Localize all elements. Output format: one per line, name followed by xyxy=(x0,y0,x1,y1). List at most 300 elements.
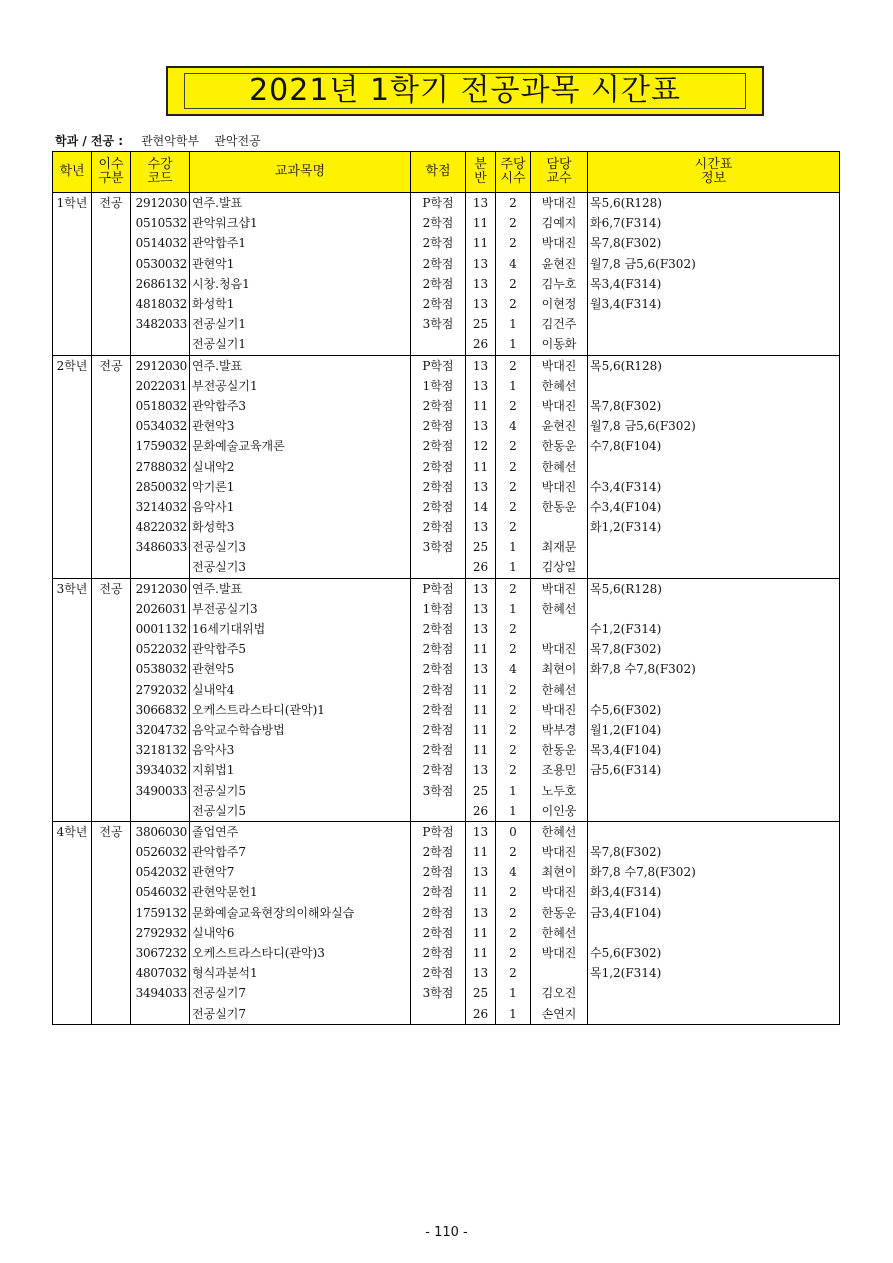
table-row xyxy=(53,477,840,497)
weekly-hours-cell: 2 xyxy=(496,396,531,416)
course-name-cell: 관악합주7 xyxy=(190,842,411,862)
section-cell: 13 xyxy=(466,254,496,274)
professor-cell: 한혜선 xyxy=(531,680,588,700)
grade-cell xyxy=(53,801,92,822)
professor-cell: 노두호 xyxy=(531,780,588,800)
schedule-info-cell xyxy=(588,376,840,396)
weekly-hours-cell: 1 xyxy=(496,376,531,396)
type-cell xyxy=(92,497,131,517)
schedule-info-cell: 목3,4(F314) xyxy=(588,274,840,294)
course-name-cell: 오케스트라스타디(관악)3 xyxy=(190,943,411,963)
weekly-hours-cell: 1 xyxy=(496,599,531,619)
section-cell: 11 xyxy=(466,700,496,720)
course-code-cell: 2850032 xyxy=(131,477,190,497)
course-name-cell: 음악사3 xyxy=(190,740,411,760)
professor-cell: 한동운 xyxy=(531,436,588,456)
credit-cell: 2학점 xyxy=(411,720,466,740)
credit-cell: 3학점 xyxy=(411,537,466,557)
table-row xyxy=(53,517,840,537)
type-cell xyxy=(92,233,131,253)
course-name-cell: 16세기대위법 xyxy=(190,619,411,639)
course-name-cell: 연주.발표 xyxy=(190,578,411,599)
course-code-cell: 2788032 xyxy=(131,456,190,476)
schedule-info-cell xyxy=(588,334,840,355)
course-name-cell: 부전공실기1 xyxy=(190,376,411,396)
credit-cell: 2학점 xyxy=(411,882,466,902)
weekly-hours-cell: 2 xyxy=(496,882,531,902)
course-name-cell: 전공실기1 xyxy=(190,334,411,355)
title-box xyxy=(166,66,764,116)
grade-cell xyxy=(53,943,92,963)
course-code-cell: 3490033 xyxy=(131,780,190,800)
table-row xyxy=(53,862,840,882)
course-code-cell: 1759032 xyxy=(131,436,190,456)
grade-cell xyxy=(53,477,92,497)
course-code-cell: 3214032 xyxy=(131,497,190,517)
weekly-hours-cell: 2 xyxy=(496,943,531,963)
course-code-cell: 0526032 xyxy=(131,842,190,862)
course-name-cell: 시창.청음1 xyxy=(190,274,411,294)
table-row xyxy=(53,436,840,456)
type-cell xyxy=(92,314,131,334)
grade-cell xyxy=(53,963,92,983)
section-cell: 11 xyxy=(466,923,496,943)
professor-cell: 박대진 xyxy=(531,578,588,599)
grade-cell xyxy=(53,213,92,233)
weekly-hours-cell: 2 xyxy=(496,578,531,599)
professor-cell: 한혜선 xyxy=(531,923,588,943)
course-name-cell: 연주.발표 xyxy=(190,193,411,214)
course-name-cell: 부전공실기3 xyxy=(190,599,411,619)
grade-cell xyxy=(53,334,92,355)
professor-cell: 최재문 xyxy=(531,537,588,557)
course-name-cell: 실내악4 xyxy=(190,680,411,700)
section-cell: 11 xyxy=(466,456,496,476)
table-row xyxy=(53,983,840,1003)
weekly-hours-cell: 2 xyxy=(496,517,531,537)
course-name-cell: 오케스트라스타디(관악)1 xyxy=(190,700,411,720)
schedule-info-cell: 수7,8(F104) xyxy=(588,436,840,456)
credit-cell xyxy=(411,334,466,355)
professor-cell: 박대진 xyxy=(531,842,588,862)
course-code-cell: 0510532 xyxy=(131,213,190,233)
weekly-hours-cell: 2 xyxy=(496,274,531,294)
type-cell xyxy=(92,720,131,740)
weekly-hours-cell: 2 xyxy=(496,477,531,497)
course-name-cell: 관현악3 xyxy=(190,416,411,436)
course-name-cell: 문화예술교육개론 xyxy=(190,436,411,456)
section-cell: 26 xyxy=(466,557,496,578)
type-cell: 전공 xyxy=(92,355,131,376)
schedule-info-cell: 월7,8 금5,6(F302) xyxy=(588,416,840,436)
schedule-info-cell: 목7,8(F302) xyxy=(588,233,840,253)
weekly-hours-cell: 0 xyxy=(496,821,531,842)
credit-cell: 2학점 xyxy=(411,842,466,862)
credit-cell: 2학점 xyxy=(411,436,466,456)
table-row xyxy=(53,963,840,983)
section-cell: 11 xyxy=(466,943,496,963)
credit-cell: 2학점 xyxy=(411,517,466,537)
table-row xyxy=(53,821,840,842)
section-cell: 13 xyxy=(466,578,496,599)
table-row xyxy=(53,639,840,659)
type-cell xyxy=(92,436,131,456)
credit-cell: 2학점 xyxy=(411,740,466,760)
course-code-cell: 2912030 xyxy=(131,578,190,599)
grade-cell xyxy=(53,537,92,557)
weekly-hours-cell: 4 xyxy=(496,254,531,274)
course-name-cell: 연주.발표 xyxy=(190,355,411,376)
grade-cell xyxy=(53,436,92,456)
table-row xyxy=(53,456,840,476)
grade-cell xyxy=(53,376,92,396)
course-name-cell: 지휘법1 xyxy=(190,760,411,780)
grade-cell xyxy=(53,903,92,923)
section-cell: 11 xyxy=(466,740,496,760)
weekly-hours-cell: 2 xyxy=(496,700,531,720)
grade-cell xyxy=(53,599,92,619)
schedule-info-cell: 목7,8(F302) xyxy=(588,639,840,659)
type-cell: 전공 xyxy=(92,821,131,842)
course-code-cell: 2912030 xyxy=(131,355,190,376)
section-cell: 11 xyxy=(466,882,496,902)
grade-cell xyxy=(53,700,92,720)
professor-cell: 박대진 xyxy=(531,700,588,720)
section-cell: 11 xyxy=(466,396,496,416)
credit-cell: 3학점 xyxy=(411,314,466,334)
grade-cell xyxy=(53,740,92,760)
table-row xyxy=(53,578,840,599)
type-cell xyxy=(92,903,131,923)
course-name-cell: 전공실기3 xyxy=(190,537,411,557)
course-code-cell: 0534032 xyxy=(131,416,190,436)
table-row xyxy=(53,943,840,963)
course-code-cell xyxy=(131,557,190,578)
course-code-cell: 3486033 xyxy=(131,537,190,557)
course-code-cell: 0001132 xyxy=(131,619,190,639)
course-code-cell: 2026031 xyxy=(131,599,190,619)
table-row xyxy=(53,274,840,294)
section-cell: 26 xyxy=(466,1004,496,1025)
grade-cell xyxy=(53,659,92,679)
course-code-cell: 0538032 xyxy=(131,659,190,679)
grade-cell: 4학년 xyxy=(53,821,92,842)
section-cell: 13 xyxy=(466,760,496,780)
table-row xyxy=(53,740,840,760)
course-name-cell: 관현악5 xyxy=(190,659,411,679)
credit-cell: 2학점 xyxy=(411,254,466,274)
course-code-cell: 0522032 xyxy=(131,639,190,659)
course-name-cell: 음악사1 xyxy=(190,497,411,517)
course-code-cell: 0546032 xyxy=(131,882,190,902)
weekly-hours-cell: 2 xyxy=(496,923,531,943)
type-cell xyxy=(92,274,131,294)
header-name: 교과목명 xyxy=(190,152,411,193)
credit-cell: 2학점 xyxy=(411,700,466,720)
grade-cell xyxy=(53,274,92,294)
section-cell: 13 xyxy=(466,193,496,214)
type-cell xyxy=(92,334,131,355)
credit-cell: P학점 xyxy=(411,578,466,599)
table-row xyxy=(53,599,840,619)
schedule-info-cell: 화6,7(F314) xyxy=(588,213,840,233)
course-code-cell: 4822032 xyxy=(131,517,190,537)
section-cell: 13 xyxy=(466,659,496,679)
table-row xyxy=(53,720,840,740)
schedule-info-cell xyxy=(588,314,840,334)
schedule-info-cell: 목7,8(F302) xyxy=(588,396,840,416)
schedule-info-cell: 금5,6(F314) xyxy=(588,760,840,780)
type-cell xyxy=(92,943,131,963)
course-name-cell: 관악워크샵1 xyxy=(190,213,411,233)
type-cell xyxy=(92,599,131,619)
section-cell: 25 xyxy=(466,983,496,1003)
credit-cell: 2학점 xyxy=(411,923,466,943)
course-name-cell: 관악합주3 xyxy=(190,396,411,416)
table-row xyxy=(53,557,840,578)
credit-cell: P학점 xyxy=(411,355,466,376)
credit-cell: 3학점 xyxy=(411,780,466,800)
weekly-hours-cell: 1 xyxy=(496,334,531,355)
type-cell xyxy=(92,700,131,720)
timetable xyxy=(52,151,840,1025)
section-cell: 11 xyxy=(466,720,496,740)
table-row xyxy=(53,923,840,943)
grade-cell xyxy=(53,456,92,476)
professor-cell: 조용민 xyxy=(531,760,588,780)
grade-cell xyxy=(53,557,92,578)
type-cell xyxy=(92,862,131,882)
grade-cell xyxy=(53,862,92,882)
grade-cell xyxy=(53,639,92,659)
credit-cell: 2학점 xyxy=(411,416,466,436)
table-row xyxy=(53,355,840,376)
schedule-info-cell: 목7,8(F302) xyxy=(588,842,840,862)
table-row xyxy=(53,700,840,720)
type-cell xyxy=(92,963,131,983)
course-name-cell: 실내악2 xyxy=(190,456,411,476)
type-cell: 전공 xyxy=(92,193,131,214)
weekly-hours-cell: 4 xyxy=(496,659,531,679)
credit-cell: 3학점 xyxy=(411,983,466,1003)
department-value: 관현악학부 관악전공 xyxy=(141,134,261,148)
type-cell xyxy=(92,396,131,416)
header-section: 분 반 xyxy=(466,152,496,193)
course-name-cell: 관현악7 xyxy=(190,862,411,882)
credit-cell: 1학점 xyxy=(411,376,466,396)
weekly-hours-cell: 2 xyxy=(496,193,531,214)
course-code-cell: 3806030 xyxy=(131,821,190,842)
weekly-hours-cell: 1 xyxy=(496,557,531,578)
page-number: - 110 - xyxy=(425,1225,468,1240)
course-name-cell: 실내악6 xyxy=(190,923,411,943)
table-row xyxy=(53,294,840,314)
section-cell: 13 xyxy=(466,963,496,983)
type-cell xyxy=(92,294,131,314)
grade-cell xyxy=(53,760,92,780)
professor-cell: 윤현진 xyxy=(531,416,588,436)
course-code-cell: 3218132 xyxy=(131,740,190,760)
grade-cell xyxy=(53,923,92,943)
table-row xyxy=(53,903,840,923)
type-cell xyxy=(92,416,131,436)
section-cell: 12 xyxy=(466,436,496,456)
course-name-cell: 전공실기1 xyxy=(190,314,411,334)
professor-cell: 이현정 xyxy=(531,294,588,314)
section-cell: 13 xyxy=(466,416,496,436)
grade-cell: 3학년 xyxy=(53,578,92,599)
course-name-cell: 음악교수학습방법 xyxy=(190,720,411,740)
schedule-info-cell xyxy=(588,599,840,619)
credit-cell: 2학점 xyxy=(411,760,466,780)
weekly-hours-cell: 2 xyxy=(496,233,531,253)
section-cell: 25 xyxy=(466,780,496,800)
table-row xyxy=(53,882,840,902)
section-cell: 13 xyxy=(466,517,496,537)
schedule-info-cell: 화7,8 수7,8(F302) xyxy=(588,659,840,679)
credit-cell: 2학점 xyxy=(411,659,466,679)
schedule-info-cell: 화3,4(F314) xyxy=(588,882,840,902)
weekly-hours-cell: 2 xyxy=(496,213,531,233)
professor-cell: 한동운 xyxy=(531,740,588,760)
section-cell: 13 xyxy=(466,294,496,314)
course-code-cell: 0514032 xyxy=(131,233,190,253)
grade-cell xyxy=(53,882,92,902)
table-row xyxy=(53,314,840,334)
section-cell: 26 xyxy=(466,334,496,355)
table-row xyxy=(53,416,840,436)
course-code-cell: 3494033 xyxy=(131,983,190,1003)
schedule-info-cell: 수3,4(F104) xyxy=(588,497,840,517)
section-cell: 13 xyxy=(466,862,496,882)
weekly-hours-cell: 2 xyxy=(496,436,531,456)
course-name-cell: 관현악문헌1 xyxy=(190,882,411,902)
course-code-cell: 1759132 xyxy=(131,903,190,923)
course-code-cell: 3482033 xyxy=(131,314,190,334)
course-code-cell: 2022031 xyxy=(131,376,190,396)
schedule-info-cell: 수3,4(F314) xyxy=(588,477,840,497)
weekly-hours-cell: 4 xyxy=(496,862,531,882)
course-name-cell: 화성학3 xyxy=(190,517,411,537)
section-cell: 13 xyxy=(466,821,496,842)
grade-cell: 2학년 xyxy=(53,355,92,376)
professor-cell: 박대진 xyxy=(531,882,588,902)
weekly-hours-cell: 2 xyxy=(496,639,531,659)
type-cell xyxy=(92,456,131,476)
schedule-info-cell xyxy=(588,923,840,943)
type-cell xyxy=(92,760,131,780)
course-name-cell: 전공실기7 xyxy=(190,983,411,1003)
weekly-hours-cell: 2 xyxy=(496,842,531,862)
course-code-cell xyxy=(131,1004,190,1025)
type-cell xyxy=(92,254,131,274)
credit-cell: 2학점 xyxy=(411,943,466,963)
table-row xyxy=(53,619,840,639)
header-code: 수강 코드 xyxy=(131,152,190,193)
type-cell xyxy=(92,537,131,557)
grade-group xyxy=(53,821,840,1024)
credit-cell: 2학점 xyxy=(411,619,466,639)
schedule-info-cell: 월1,2(F104) xyxy=(588,720,840,740)
type-cell xyxy=(92,619,131,639)
type-cell xyxy=(92,517,131,537)
professor-cell: 한혜선 xyxy=(531,821,588,842)
section-cell: 13 xyxy=(466,619,496,639)
grade-cell xyxy=(53,517,92,537)
professor-cell: 박대진 xyxy=(531,233,588,253)
schedule-info-cell: 목5,6(R128) xyxy=(588,355,840,376)
table-row xyxy=(53,396,840,416)
header-row xyxy=(53,152,840,193)
type-cell xyxy=(92,882,131,902)
header-grade: 학년 xyxy=(53,152,92,193)
professor-cell: 박대진 xyxy=(531,477,588,497)
type-cell xyxy=(92,780,131,800)
grade-cell xyxy=(53,619,92,639)
professor-cell xyxy=(531,619,588,639)
type-cell xyxy=(92,680,131,700)
credit-cell: 2학점 xyxy=(411,862,466,882)
professor-cell: 한동운 xyxy=(531,903,588,923)
header-type: 이수 구분 xyxy=(92,152,131,193)
course-code-cell: 0542032 xyxy=(131,862,190,882)
weekly-hours-cell: 2 xyxy=(496,740,531,760)
grade-cell xyxy=(53,983,92,1003)
weekly-hours-cell: 1 xyxy=(496,983,531,1003)
course-code-cell xyxy=(131,801,190,822)
section-cell: 26 xyxy=(466,801,496,822)
course-name-cell: 악기론1 xyxy=(190,477,411,497)
schedule-info-cell xyxy=(588,557,840,578)
type-cell: 전공 xyxy=(92,578,131,599)
header-time: 시간표 정보 xyxy=(588,152,840,193)
weekly-hours-cell: 2 xyxy=(496,619,531,639)
weekly-hours-cell: 2 xyxy=(496,760,531,780)
professor-cell: 김건주 xyxy=(531,314,588,334)
weekly-hours-cell: 1 xyxy=(496,1004,531,1025)
professor-cell: 최현이 xyxy=(531,659,588,679)
table-row xyxy=(53,213,840,233)
course-code-cell: 4818032 xyxy=(131,294,190,314)
grade-cell xyxy=(53,720,92,740)
type-cell xyxy=(92,213,131,233)
professor-cell: 손연지 xyxy=(531,1004,588,1025)
weekly-hours-cell: 2 xyxy=(496,456,531,476)
section-cell: 13 xyxy=(466,355,496,376)
credit-cell: 2학점 xyxy=(411,903,466,923)
professor-cell: 박대진 xyxy=(531,396,588,416)
table-row xyxy=(53,497,840,517)
weekly-hours-cell: 2 xyxy=(496,680,531,700)
professor-cell: 김예지 xyxy=(531,213,588,233)
grade-cell xyxy=(53,780,92,800)
credit-cell: P학점 xyxy=(411,821,466,842)
schedule-info-cell xyxy=(588,801,840,822)
table-row xyxy=(53,1004,840,1025)
professor-cell: 한혜선 xyxy=(531,456,588,476)
course-name-cell: 관악합주5 xyxy=(190,639,411,659)
section-cell: 11 xyxy=(466,213,496,233)
table-row xyxy=(53,334,840,355)
weekly-hours-cell: 1 xyxy=(496,801,531,822)
section-cell: 13 xyxy=(466,376,496,396)
grade-cell: 1학년 xyxy=(53,193,92,214)
weekly-hours-cell: 2 xyxy=(496,497,531,517)
table-row xyxy=(53,537,840,557)
course-name-cell: 관악합주1 xyxy=(190,233,411,253)
schedule-info-cell: 화1,2(F314) xyxy=(588,517,840,537)
professor-cell: 박대진 xyxy=(531,193,588,214)
